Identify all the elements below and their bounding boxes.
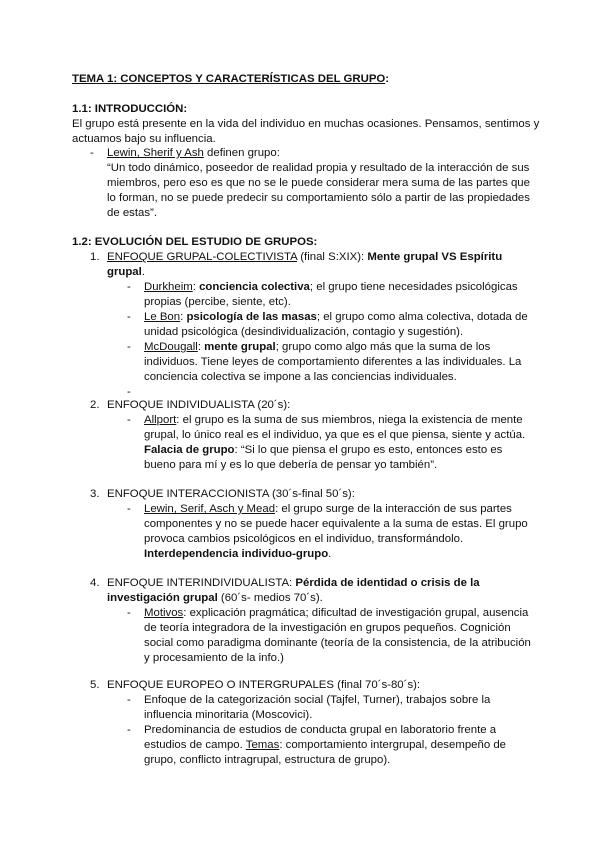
item-4-heading (107, 576, 480, 591)
item-5-number: 5. (90, 679, 100, 691)
sep: : (192, 281, 200, 293)
section-1-heading: 1.1: INTRODUCCIÓN: (72, 103, 188, 115)
item-4-bold-1: Pérdida de identidad o crisis de la (295, 577, 480, 589)
item-4-heading-cont (107, 591, 323, 606)
bullet-dash: - (127, 311, 131, 323)
temas-rest: : comportamiento intergrupal, desempeño de (279, 739, 506, 751)
mcdougall-line-3: conciencia colectiva se impone a las conciencias individuales. (144, 371, 457, 383)
durkheim-rest: ; el grupo tiene necesidades psicológicas (309, 281, 518, 293)
definition-rest: definen grupo: (203, 147, 280, 159)
item-1-bold-2: grupal (107, 266, 142, 278)
title-colon: : (385, 73, 390, 85)
lewin-line-3: provoca cambios psicológicos en el individuo, transformándolo. (144, 533, 464, 545)
item-2-number: 2. (90, 399, 100, 411)
allport-line-2: grupal, lo único real es el individuo, ya que es el que piensa, siente y actúa. (144, 429, 526, 441)
bullet-dash: - (127, 607, 131, 619)
falacia-rest: : “Si lo que piensa el grupo es esto, entonces esto es (234, 444, 503, 456)
europeo-a-line-2: influencia minoritaria (Moscovici). (144, 709, 313, 721)
bullet-dash-empty: - (127, 386, 131, 398)
temas-label: Temas (245, 739, 280, 751)
item-5-title: ENFOQUE EUROPEO O INTERGRUPALES (final 70´s-80´s): (107, 679, 421, 691)
mcdougall-concept: mente grupal (204, 341, 276, 353)
motivos-line-4: y procesamiento de la info.) (144, 652, 284, 664)
lewin-rest: : el grupo surge de la interacción de sus partes (275, 503, 512, 515)
dot: . (328, 548, 332, 560)
interdependencia-bold: Interdependencia individuo-grupo (144, 548, 329, 560)
lewin-line-1 (144, 502, 512, 517)
bullet-dash: - (127, 414, 131, 426)
quote-line-3: lo forman, no se puede predecir su comportamiento sólo a partir de las propiedades (107, 192, 530, 204)
bullet-dash: - (127, 503, 131, 515)
durkheim-name: Durkheim (144, 281, 193, 293)
quote-line-4: de estas”. (107, 207, 158, 219)
mcdougall-line-2: individuos. Tiene leyes de comportamiento diferentes a las individuales. La (144, 356, 522, 368)
mcdougall-name: McDougall (144, 341, 198, 353)
lebon-line-2: unidad psicológica (desindividualización, contagio y sugestión). (144, 326, 464, 338)
item-1-bold-1: Mente grupal VS Espíritu (367, 251, 503, 263)
motivos-label: Motivos (144, 607, 184, 619)
bullet-dash: - (127, 694, 131, 706)
mcdougall-rest: ; grupo como algo más que la suma de los (275, 341, 491, 353)
item-4-bold-2: investigación grupal (107, 592, 218, 604)
bullet-dash: - (127, 341, 131, 353)
document-title (72, 72, 389, 87)
bullet-dash: - (90, 147, 94, 159)
durkheim-concept: conciencia colectiva (199, 281, 310, 293)
bullet-dash: - (127, 281, 131, 293)
europeo-b-line-2 (144, 738, 506, 753)
allport-line-1 (144, 413, 523, 428)
item-4-period: (60´s- medios 70´s). (217, 592, 323, 604)
item-1-dot: . (141, 266, 145, 278)
definition-authors: Lewin, Sherif y Ash (107, 147, 204, 159)
item-3-number: 3. (90, 488, 100, 500)
falacia-bold: Falacia de grupo (144, 444, 235, 456)
title-text: TEMA 1: CONCEPTOS Y CARACTERÍSTICAS DEL GRUPO (72, 73, 386, 85)
durkheim-line-1 (144, 280, 518, 295)
lewin-names: Lewin, Serif, Asch y Mead (144, 503, 276, 515)
motivos-line-1 (144, 606, 528, 621)
item-4-title: ENFOQUE INTERINDIVIDUALISTA: (107, 577, 296, 589)
item-1-period: (final S:XIX): (297, 251, 368, 263)
allport-line-3 (144, 443, 502, 458)
quote-line-1: “Un todo dinámico, poseedor de realidad propia y resultado de la interacción de sus (107, 162, 530, 174)
durkheim-line-2: propias (percibe, siente, etc). (144, 296, 291, 308)
item-3-title: ENFOQUE INTERACCIONISTA (30´s-final 50´s): (107, 488, 355, 500)
europeo-a-line-1: Enfoque de la categorización social (Tajfel, Turner), trabajos sobre la (144, 694, 491, 706)
quote-line-2: miembros, pero eso es que no se le puede considerar mera suma de las partes que (107, 177, 530, 189)
lebon-rest: ; el grupo como alma colectiva, dotada de (316, 311, 528, 323)
allport-rest: : el grupo es la suma de sus miembros, niega la existencia de mente (176, 414, 523, 426)
europeo-b-pre: estudios de campo. (144, 739, 246, 751)
europeo-b-line-3: grupo, conflicto intragrupal, estructura de grupo). (144, 754, 391, 766)
item-1-heading (107, 250, 502, 265)
lebon-name: Le Bon (144, 311, 181, 323)
bullet-dash: - (127, 724, 131, 736)
lebon-concept: psicología de las masas (186, 311, 317, 323)
item-1-title: ENFOQUE GRUPAL-COLECTIVISTA (107, 251, 298, 263)
lebon-line-1 (144, 310, 528, 325)
lewin-line-4 (144, 547, 331, 562)
allport-name: Allport (144, 414, 177, 426)
allport-line-4: bueno para mí y es lo que debería de pensar yo también”. (144, 459, 438, 471)
motivos-line-3: social como paradigma dominante (teoría de la consistencia, de la atribución (144, 637, 531, 649)
motivos-line-2: de teoría integradora de la investigación en grupos pequeños. Cognición (144, 622, 511, 634)
intro-line-2: actuamos bajo su influencia. (72, 133, 216, 145)
lewin-line-2: componentes y no se puede hacer equivalente a la suma de estas. El grupo (144, 518, 528, 530)
sep: : (197, 341, 205, 353)
motivos-rest: : explicación pragmática; dificultad de investigación grupal, ausencia (183, 607, 529, 619)
europeo-b-line-1: Predominancia de estudios de conducta grupal en laboratorio frente a (144, 724, 497, 736)
sep: : (180, 311, 187, 323)
definition-intro (107, 146, 280, 161)
mcdougall-line-1 (144, 340, 490, 355)
section-2-heading: 1.2: EVOLUCIÓN DEL ESTUDIO DE GRUPOS: (72, 236, 318, 248)
item-1-number: 1. (90, 251, 100, 263)
item-2-title: ENFOQUE INDIVIDUALISTA (20´s): (107, 399, 291, 411)
intro-line-1: El grupo está presente en la vida del individuo en muchas ocasiones. Pensamos, sentimos y (72, 118, 540, 130)
item-4-number: 4. (90, 577, 100, 589)
item-1-heading-cont (107, 265, 145, 280)
